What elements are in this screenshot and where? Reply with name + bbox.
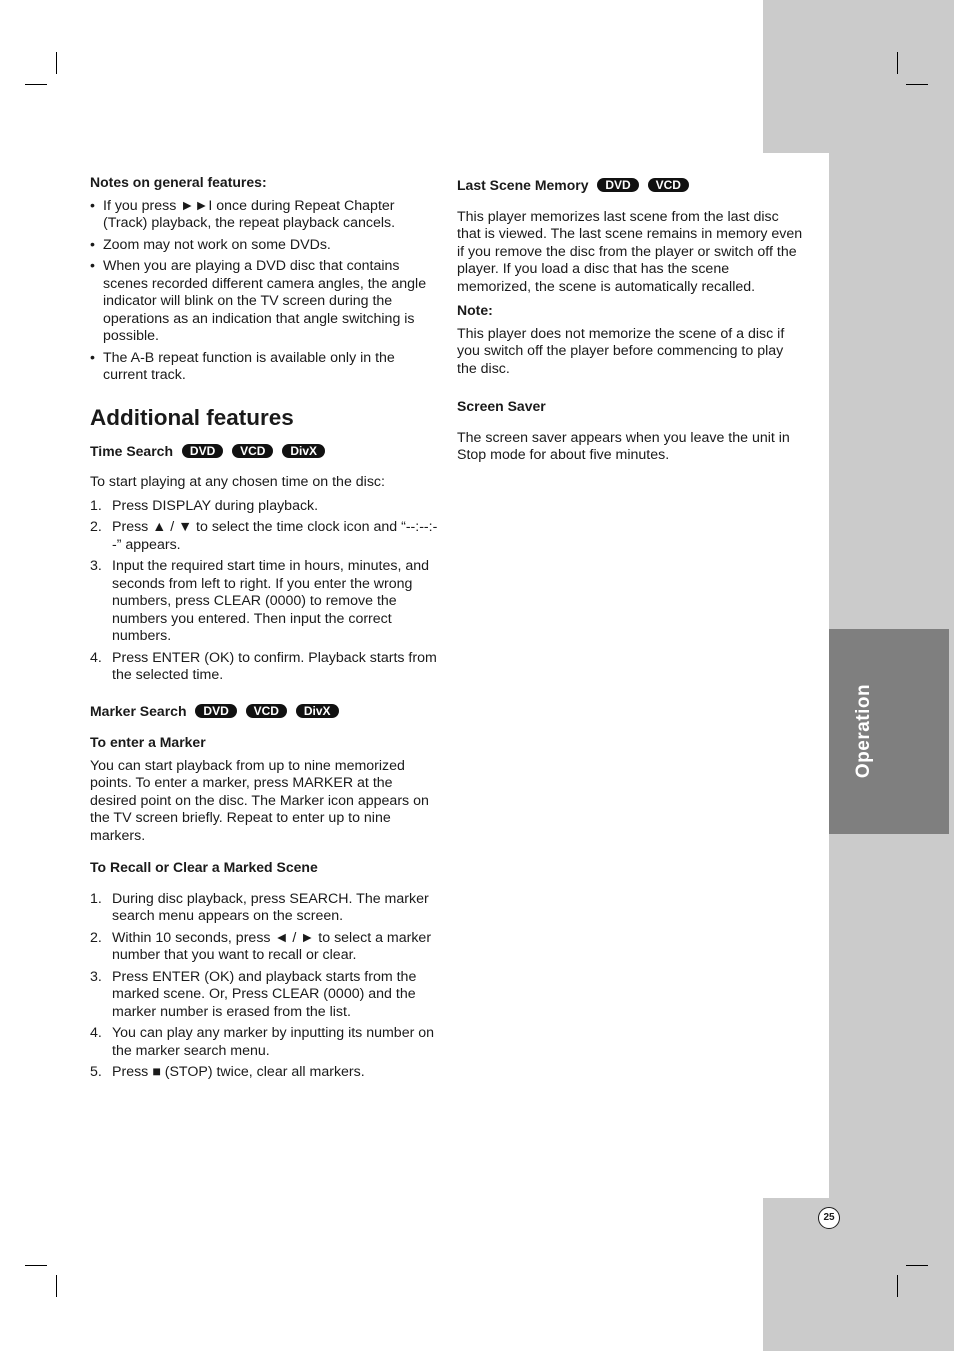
list-item: 3. Input the required start time in hours, minutes, and seconds from left to right. If you enter the wrong numbers, press CLEAR (0000) to remove the numbers you entered. Then input the correct numbers.: [90, 558, 430, 644]
time-search-heading: [90, 443, 440, 461]
screen-saver-text: The screen saver appears when you leave the unit in Stop mode for about five minutes.: [457, 429, 790, 463]
section-tab-label: Operation: [853, 683, 874, 779]
notes-heading: Notes on general features:: [90, 174, 267, 190]
last-scene-heading: [457, 177, 805, 195]
recall-marker-heading: To Recall or Clear a Marked Scene: [90, 859, 318, 875]
list-item: 3. Press ENTER (OK) and playback starts from the marked scene. Or, Press CLEAR (0000) and the marker number is erased from the list.: [90, 968, 417, 1020]
list-item: • The A-B repeat function is available only in the current track.: [90, 350, 440, 385]
section-title: Additional features: [90, 404, 294, 430]
crop-mark: [906, 84, 928, 85]
list-item: • If you press ►►I once during Repeat Chapter (Track) playback, the repeat playback cancels.: [90, 198, 440, 233]
crop-mark: [56, 1275, 57, 1297]
marker-search-label: Marker Search: [90, 702, 187, 719]
list-item: • When you are playing a DVD disc that contains scenes recorded different camera angles, the angle indicator will blink on the TV screen during the operations as an indication that angle switching is possible.: [90, 258, 440, 346]
crop-mark: [897, 1275, 898, 1297]
list-item: 2. Within 10 seconds, press ◄ / ► to select a marker number that you want to recall or clear.: [90, 929, 432, 963]
section-tab: [829, 629, 949, 834]
divx-badge: DivX: [296, 704, 339, 718]
last-scene-text: This player memorizes last scene from the last disc that is viewed. The last scene remains in memory even if you remove the disc from the player or switch off the player. If you load a disc that has the scene memorized, the scene is automatically recalled.: [457, 208, 803, 295]
dvd-badge: DVD: [195, 704, 236, 718]
time-search-steps: [90, 498, 440, 685]
vcd-badge: VCD: [232, 444, 273, 458]
crop-mark: [897, 52, 898, 74]
crop-mark: [25, 1265, 47, 1266]
divx-badge: DivX: [282, 444, 325, 458]
screen-saver-heading: Screen Saver: [457, 398, 546, 414]
vcd-badge: VCD: [648, 178, 689, 192]
time-search-intro: To start playing at any chosen time on the disc:: [90, 474, 385, 490]
crop-mark: [906, 1265, 928, 1266]
list-item: 1. Press DISPLAY during playback.: [90, 497, 319, 514]
list-item: 4. Press ENTER (OK) to confirm. Playback starts from the selected time.: [90, 649, 437, 683]
time-search-label: Time Search: [90, 442, 174, 459]
crop-mark: [56, 52, 57, 74]
list-item: 5. Press ■ (STOP) twice, clear all markers.: [90, 1064, 365, 1080]
left-column: [90, 174, 440, 1086]
page-number: 25: [818, 1207, 840, 1229]
note-heading: Note:: [457, 302, 493, 318]
last-scene-label: Last Scene Memory: [457, 177, 589, 193]
note-text: This player does not memorize the scene of a disc if you switch off the player before commencing to play the disc.: [457, 325, 785, 377]
enter-marker-text: You can start playback from up to nine memorized points. To enter a marker, press MARKER at the desired point on the disc. The Marker icon appears on the TV screen briefly. Repeat to enter up to nine markers.: [90, 757, 429, 844]
marker-search-heading: [90, 703, 440, 721]
dvd-badge: DVD: [182, 444, 223, 458]
enter-marker-heading: To enter a Marker: [90, 734, 206, 750]
notes-list: [90, 198, 440, 385]
list-item: 2. Press ▲ / ▼ to select the time clock icon and “--:--:--” appears.: [90, 519, 438, 553]
list-item: 4. You can play any marker by inputting its number on the marker search menu.: [90, 1025, 435, 1059]
list-item: 1. During disc playback, press SEARCH. The marker search menu appears on the screen.: [90, 890, 429, 924]
recall-marker-steps: [90, 891, 440, 1082]
crop-mark: [25, 84, 47, 85]
right-column: [457, 177, 805, 471]
list-item: • Zoom may not work on some DVDs.: [90, 237, 440, 255]
dvd-badge: DVD: [597, 178, 638, 192]
vcd-badge: VCD: [246, 704, 287, 718]
